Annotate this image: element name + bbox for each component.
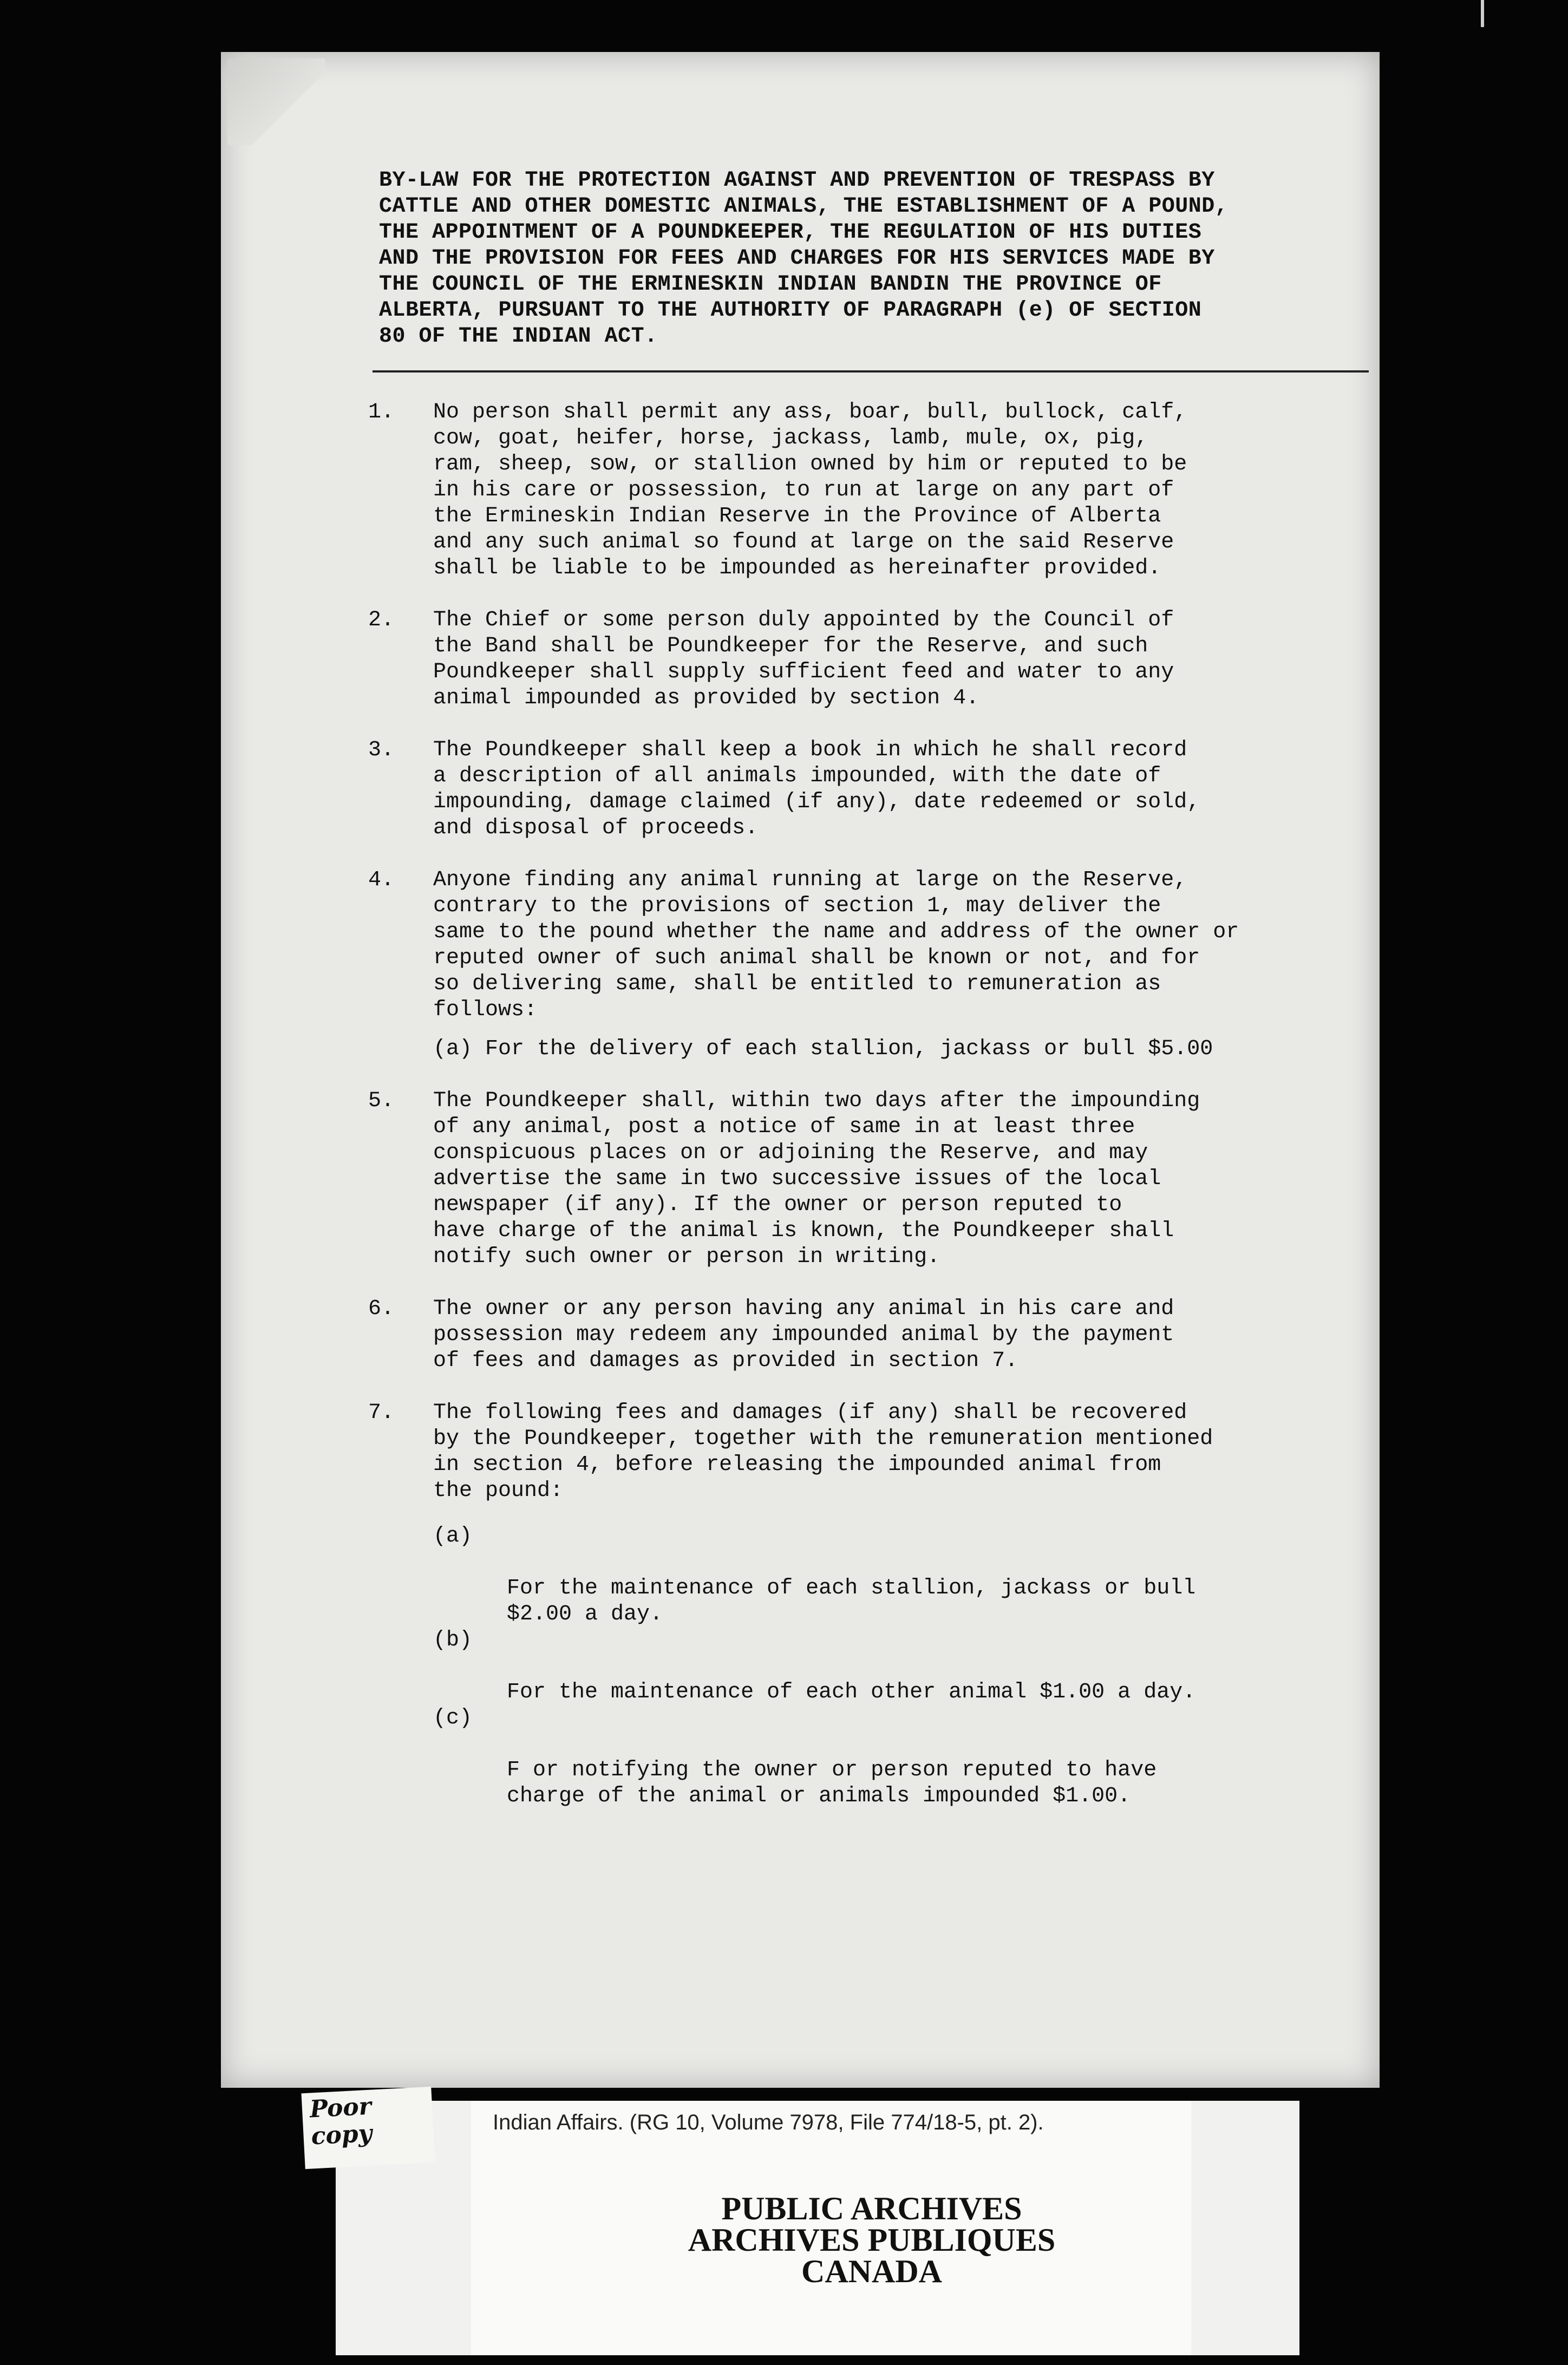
- archive-reference: Indian Affairs. (RG 10, Volume 7978, File 774/18-5, pt. 2).: [493, 2111, 1044, 2134]
- archives-name: [666, 2193, 1077, 2287]
- section-7: [368, 1400, 1391, 1809]
- fee-item-label: (a): [433, 1524, 473, 1549]
- archives-name-french: ARCHIVES PUBLIQUES: [688, 2222, 1056, 2258]
- section-text: The Chief or some person duly appointed by the Council of the Band shall be Poundkeeper for the Reserve, and such Poundkeeper shall supply sufficient feed and water to any animal impounded as provided by section 4.: [433, 608, 1174, 710]
- fee-item-label: (b): [433, 1628, 473, 1652]
- fee-item-text: For the maintenance of each stallion, jackass or bull $2.00 a day.: [507, 1576, 1196, 1626]
- bylaw-document: [368, 168, 1386, 1835]
- section-text: The following fees and damages (if any) shall be recovered by the Poundkeeper, together with the remuneration mentioned in section 4, before releasing the impounded animal from the pound:: [433, 1401, 1213, 1503]
- section-number: 4.: [368, 868, 395, 892]
- section-number: 7.: [368, 1401, 395, 1425]
- section-number: 3.: [368, 738, 395, 762]
- section-text: Anyone finding any animal running at large on the Reserve, contrary to the provisions of section 1, may deliver the same to the pound whether the name and address of the owner or reputed owner of such animal shall be known or not, and for so delivering same, shall be entitled to remuneration as follows:: [433, 868, 1239, 1022]
- section-text: The owner or any person having any animal in his care and possession may redeem any impounded animal by the payment of fees and damages as provided in section 7.: [433, 1297, 1174, 1373]
- section-text: The Poundkeeper shall keep a book in which he shall record a description of all animals impounded, with the date of impounding, damage claimed (if any), date redeemed or sold, and disposal of proceeds.: [433, 738, 1200, 840]
- section-2: [368, 607, 1391, 711]
- film-edge-mark: [1481, 0, 1484, 27]
- section-1: [368, 400, 1391, 582]
- fee-item-label: (c): [433, 1706, 473, 1730]
- fee-item-b: [433, 1628, 1391, 1706]
- section-number: 5.: [368, 1089, 395, 1113]
- title-divider: [373, 370, 1369, 373]
- fee-item-c: [433, 1706, 1391, 1809]
- document-title: BY-LAW FOR THE PROTECTION AGAINST AND PREVENTION OF TRESPASS BY CATTLE AND OTHER DOMESTIC ANIMALS, THE ESTABLISHMENT OF A POUND, THE APPOINTMENT OF A POUNDKEEPER, THE REGULATION OF HIS DUTIES AND THE PROVISION FOR FEES AND CHARGES FOR HIS SERVICES MADE BY THE COUNCIL OF THE ERMINESKIN INDIAN BANDIN THE PROVINCE OF ALBERTA, PURSUANT TO THE AUTHORITY OF PARAGRAPH (e) OF SECTION 80 OF THE INDIAN ACT.: [379, 168, 1229, 349]
- section-4: [368, 867, 1391, 1062]
- handwritten-line-2: copy: [310, 2119, 373, 2151]
- fee-list: [433, 1524, 1391, 1809]
- section-text: No person shall permit any ass, boar, bull, bullock, calf, cow, goat, heifer, horse, jackass, lamb, mule, ox, pig, ram, sheep, sow, or stallion owned by him or reputed to be in his care or possession, to run at large on any part of the Ermineskin Indian Reserve in the Province of Alberta and any such animal so found at large on the said Reserve shall be liable to be impounded as hereinafter provided.: [433, 400, 1187, 580]
- fee-item-text: F or notifying the owner or person reputed to have charge of the animal or animals impounded $1.00.: [507, 1758, 1157, 1808]
- handwritten-poor-copy-note: [302, 2087, 435, 2169]
- archives-name-english: PUBLIC ARCHIVES: [721, 2191, 1022, 2226]
- section-number: 2.: [368, 608, 395, 632]
- section-4-subclause-a: (a) For the delivery of each stallion, jackass or bull $5.00: [433, 1037, 1213, 1061]
- fee-item-a: [433, 1524, 1391, 1628]
- section-3: [368, 737, 1391, 841]
- section-6: [368, 1296, 1391, 1374]
- section-text: The Poundkeeper shall, within two days after the impounding of any animal, post a notice of same in at least three conspicuous places on or adjoining the Reserve, and may advertise the same in two successive issues of the local newspaper (if any). If the owner or person reputed to have charge of the animal is known, the Poundkeeper shall notify such owner or person in writing.: [433, 1089, 1200, 1269]
- folded-page-corner: [227, 58, 325, 145]
- section-number: 6.: [368, 1297, 395, 1321]
- archives-stamp: [336, 2101, 1299, 2355]
- section-number: 1.: [368, 400, 395, 424]
- fee-item-text: For the maintenance of each other animal $1.00 a day.: [507, 1680, 1196, 1704]
- archives-country: CANADA: [801, 2253, 942, 2289]
- section-5: [368, 1088, 1391, 1270]
- handwritten-line-1: Poor: [309, 2092, 373, 2124]
